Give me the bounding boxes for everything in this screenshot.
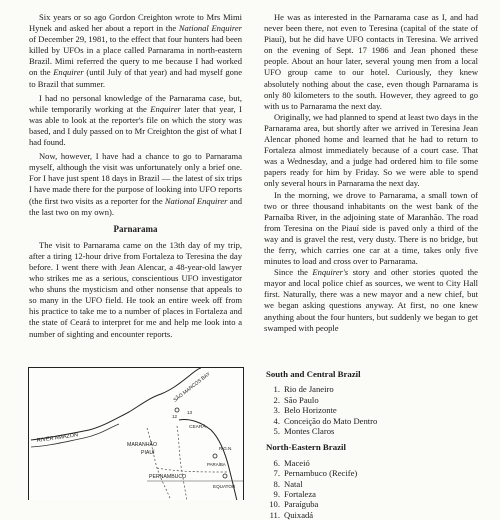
legend-item: 11. Quixadá: [269, 509, 314, 520]
legend-list-north: [266, 458, 486, 520]
map-label-equator: EQUATOR: [213, 484, 236, 489]
legend-item: 1. Rio de Janeiro: [273, 384, 334, 395]
map-label-paraiba: PARAÍBA: [207, 462, 226, 467]
state-border-path: [157, 468, 227, 472]
legend-item: 8. Natal: [273, 478, 303, 489]
paragraph: He was as interested in the Parnarama case as I, and had never been there, not even to Teresina (capital of the state of Piauí), but he did have UFO contacts in Teresina. We arrived on the evening of Sept. 17 1986 and Jean phoned these people. About an hour later, several young men from a local UFO group came to our hotel. Curiously, they knew absolutely nothing about the case, even though Parnarama is only 80 kilometers to the south. However, they agreed to go with us to Parnarama the next day.: [264, 12, 478, 111]
legend-item: 3. Belo Horizonte: [273, 405, 337, 416]
legend-item: 2. São Paulo: [273, 394, 319, 405]
map-label-piaui: PIAUÍ: [141, 450, 155, 456]
map-label-ceara: CEARÁ: [189, 425, 206, 430]
map-label-number: 13: [187, 410, 193, 415]
place-marker: [175, 408, 179, 412]
legend-item: 10. Paraíguba: [269, 499, 319, 510]
map-label-maranhao: MARANHÃO: [127, 442, 157, 448]
map-label-number: 12: [172, 414, 178, 419]
map-label-river: RIVER AMAZON: [36, 432, 79, 444]
map-label-pernambuco: PERNAMBUCO: [149, 474, 187, 480]
map-label-rn: R.G.N.: [219, 446, 233, 451]
legend-title-north: North-Eastern Brazil: [266, 442, 346, 453]
state-border-path: [147, 428, 171, 500]
paragraph: Six years or so ago Gordon Creighton wrote to Mrs Mimi Hynek and asked her about a report in the National Enquirer of December 29, 1981, to the effect that four hunters had been killed by UFOs in a place called Parnarama in north-eastern Brazil. Mimi referred the query to me because I had worked on the Enquirer (until July of that year) and had myself gone to Brazil that summer.: [29, 12, 242, 89]
legend-item: 7. Pernambuco (Recife): [273, 468, 358, 479]
legend-item: 6. Maceió: [273, 457, 310, 468]
article-left-column: [29, 12, 242, 340]
state-border-path: [177, 426, 187, 500]
paragraph: I had no personal knowledge of the Parnarama case, but, while temporarily working at the Enquirer later that year, I was able to look at the reporter's file on which the story was based, and I duly passed on to Mr Creighton the gist of what I had found.: [29, 92, 242, 148]
map-drawing: [29, 368, 244, 500]
paragraph: Since the Enquirer's story and other stories quoted the mayor and local police chief as sources, we went to City Hall first. Naturally, there was a new mayor and a new chief, but we began asking questions anyway. At first, no one knew anything about the four hunters, but suddenly we began to get swamped with people: [264, 267, 478, 333]
map-legend: [266, 369, 486, 520]
legend-item: 5. Montes Claros: [273, 426, 335, 437]
paragraph: Originally, we had planned to spend at least two days in the Parnarama area, but shortly after we arrived in Teresina Jean Alencar phoned home and learned that he had to return to Fortaleza almost immediately because of a court case. That was a Wednesday, and a judge had ordered him to file some papers ready for him by Friday. So we were able to spend only several hours in Parnarama the next day.: [264, 111, 478, 189]
paragraph: Now, however, I have had a chance to go to Parnarama myself, although the visit was unfortunately only a brief one. For I have just spent 18 days in Brazil — the latest of six trips I have made there for the purpose of looking into UFO reports (the first two visits as a reporter for the National Enquirer and the last two on my own).: [29, 151, 242, 217]
place-marker: [213, 454, 217, 458]
brazil-map: [28, 367, 244, 500]
article-right-column: [264, 12, 478, 334]
map-label-sao-marcos: SÃO MARCOS BAY: [172, 371, 212, 404]
section-heading: Parnarama: [113, 223, 158, 234]
legend-title-south: South and Central Brazil: [266, 369, 361, 379]
legend-item: 9. Fortaleza: [273, 489, 316, 500]
paragraph: In the morning, we drove to Parnarama, a small town of two or three thousand inhabitants on the west bank of the Parnaíba River, in the adjoining state of Maranhão. The road from Teresina on the Piauí side is paved only a third of the way and is gravel the rest, very dusty. There is no bridge, but the ferry, which carries one car at a time, takes only five minutes to load and cross over to Parnarama.: [264, 189, 478, 267]
paragraph: The visit to Parnarama came on the 13th day of my trip, after a tiring 12-hour drive from Fortaleza to Teresina the day before. I went there with Jean Alencar, a 48-year-old lawyer who strikes me as a serious, conscientious UFO investigator who shuns the mysticism and other nonsense that appeals to so many in the UFO field. He took an entire week off from his practice to take me to a number of places in Fortaleza and the state of Ceará to interpret for me and help me look into a number of sighting and encounter reports.: [29, 239, 242, 339]
legend-item: 4. Conceição do Mato Dentro: [273, 415, 378, 426]
legend-list-south: [266, 384, 486, 436]
place-marker: [223, 474, 227, 478]
